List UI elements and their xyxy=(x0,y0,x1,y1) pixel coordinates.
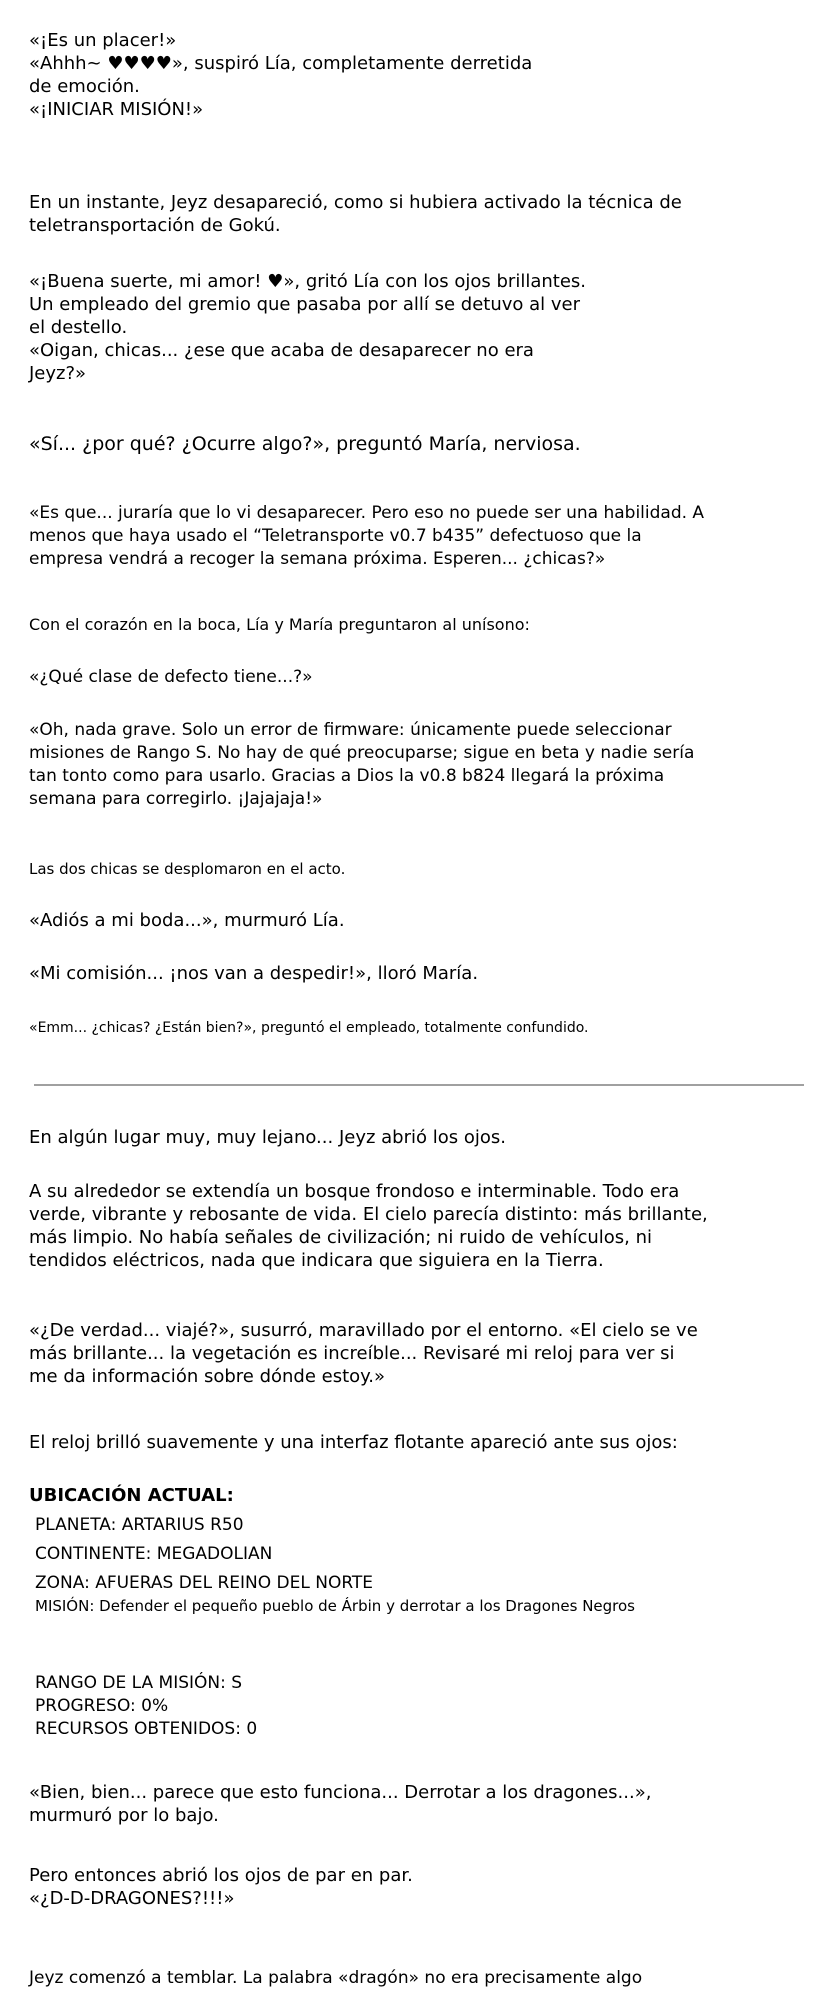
dialogue-paragraph: «¿De verdad... viajé?», susurró, maravillado por el entorno. «El cielo se ve más brillante... la vegetación es increíble... Revisaré mi reloj para ver si me da información sobre dónde estoy.» xyxy=(29,1320,698,1387)
section-divider xyxy=(34,1084,804,1086)
dialogue-paragraph: «Oh, nada grave. Solo un error de firmware: únicamente puede seleccionar misiones de Rango S. No hay de qué preocuparse; sigue en beta y nadie sería tan tonto como para usarlo. Gracias a Dios la v0.8 b824 llegará la próxima semana para corregirlo. ¡Jajajaja!» xyxy=(29,720,695,809)
interface-mission: MISIÓN: Defender el pequeño pueblo de Árbin y derrotar a los Dragones Negros xyxy=(35,1597,635,1615)
narration-paragraph: Con el corazón en la boca, Lía y María preguntaron al unísono: xyxy=(29,615,530,634)
interface-planet: PLANETA: ARTARIUS R50 xyxy=(35,1515,244,1535)
dialogue-paragraph: «Adiós a mi boda...», murmuró Lía. xyxy=(29,910,345,931)
narration-paragraph: En un instante, Jeyz desapareció, como si hubiera activado la técnica de teletransportación de Gokú. xyxy=(29,192,682,236)
interface-zone: ZONA: AFUERAS DEL REINO DEL NORTE xyxy=(35,1573,374,1593)
dialogue-paragraph: «Mi comisión... ¡nos van a despedir!», lloró María. xyxy=(29,963,479,984)
dialogue-paragraph: «¡Es un placer!» «Ahhh~ ♥♥♥♥», suspiró Lía, completamente derretida de emoción. «¡INICIAR MISIÓN!» xyxy=(29,30,533,120)
narration-paragraph: A su alrededor se extendía un bosque frondoso e interminable. Todo era verde, vibrante y rebosante de vida. El cielo parecía distinto: más brillante, más limpio. No había señales de civilización; ni ruido de vehículos, ni tendidos eléctricos, nada que indicara que siguiera en la Tierra. xyxy=(29,1181,708,1271)
interface-resources: RECURSOS OBTENIDOS: 0 xyxy=(35,1719,258,1739)
dialogue-paragraph: «Bien, bien... parece que esto funciona... Derrotar a los dragones...», murmuró por lo bajo. xyxy=(29,1782,652,1826)
interface-continent: CONTINENTE: MEGADOLIAN xyxy=(35,1544,273,1564)
dialogue-paragraph: Pero entonces abrió los ojos de par en par. «¿D-D-DRAGONES?!!!» xyxy=(29,1865,413,1909)
interface-rank: RANGO DE LA MISIÓN: S xyxy=(35,1673,243,1693)
dialogue-paragraph: «Emm... ¿chicas? ¿Están bien?», preguntó el empleado, totalmente confundido. xyxy=(29,1020,589,1036)
dialogue-paragraph: «Sí... ¿por qué? ¿Ocurre algo?», preguntó María, nerviosa. xyxy=(29,433,581,455)
narration-paragraph: Las dos chicas se desplomaron en el acto. xyxy=(29,860,346,878)
interface-progress: PROGRESO: 0% xyxy=(35,1696,169,1716)
narration-paragraph: En algún lugar muy, muy lejano... Jeyz abrió los ojos. xyxy=(29,1127,506,1148)
narration-paragraph: Jeyz comenzó a temblar. La palabra «dragón» no era precisamente algo xyxy=(29,1968,643,1988)
interface-heading: UBICACIÓN ACTUAL: xyxy=(29,1485,234,1506)
dialogue-paragraph: «¡Buena suerte, mi amor! ♥», gritó Lía con los ojos brillantes. Un empleado del gremio que pasaba por allí se detuvo al ver el destello. «Oigan, chicas... ¿ese que acaba de desaparecer no era Jeyz?» xyxy=(29,271,586,384)
narration-paragraph: El reloj brilló suavemente y una interfaz flotante apareció ante sus ojos: xyxy=(29,1432,678,1453)
dialogue-paragraph: «¿Qué clase de defecto tiene...?» xyxy=(29,667,313,687)
dialogue-paragraph: «Es que... juraría que lo vi desaparecer. Pero eso no puede ser una habilidad. A menos que haya usado el “Teletransporte v0.7 b435” defectuoso que la empresa vendrá a recoger la semana próxima. Esperen... ¿chicas?» xyxy=(29,503,705,569)
